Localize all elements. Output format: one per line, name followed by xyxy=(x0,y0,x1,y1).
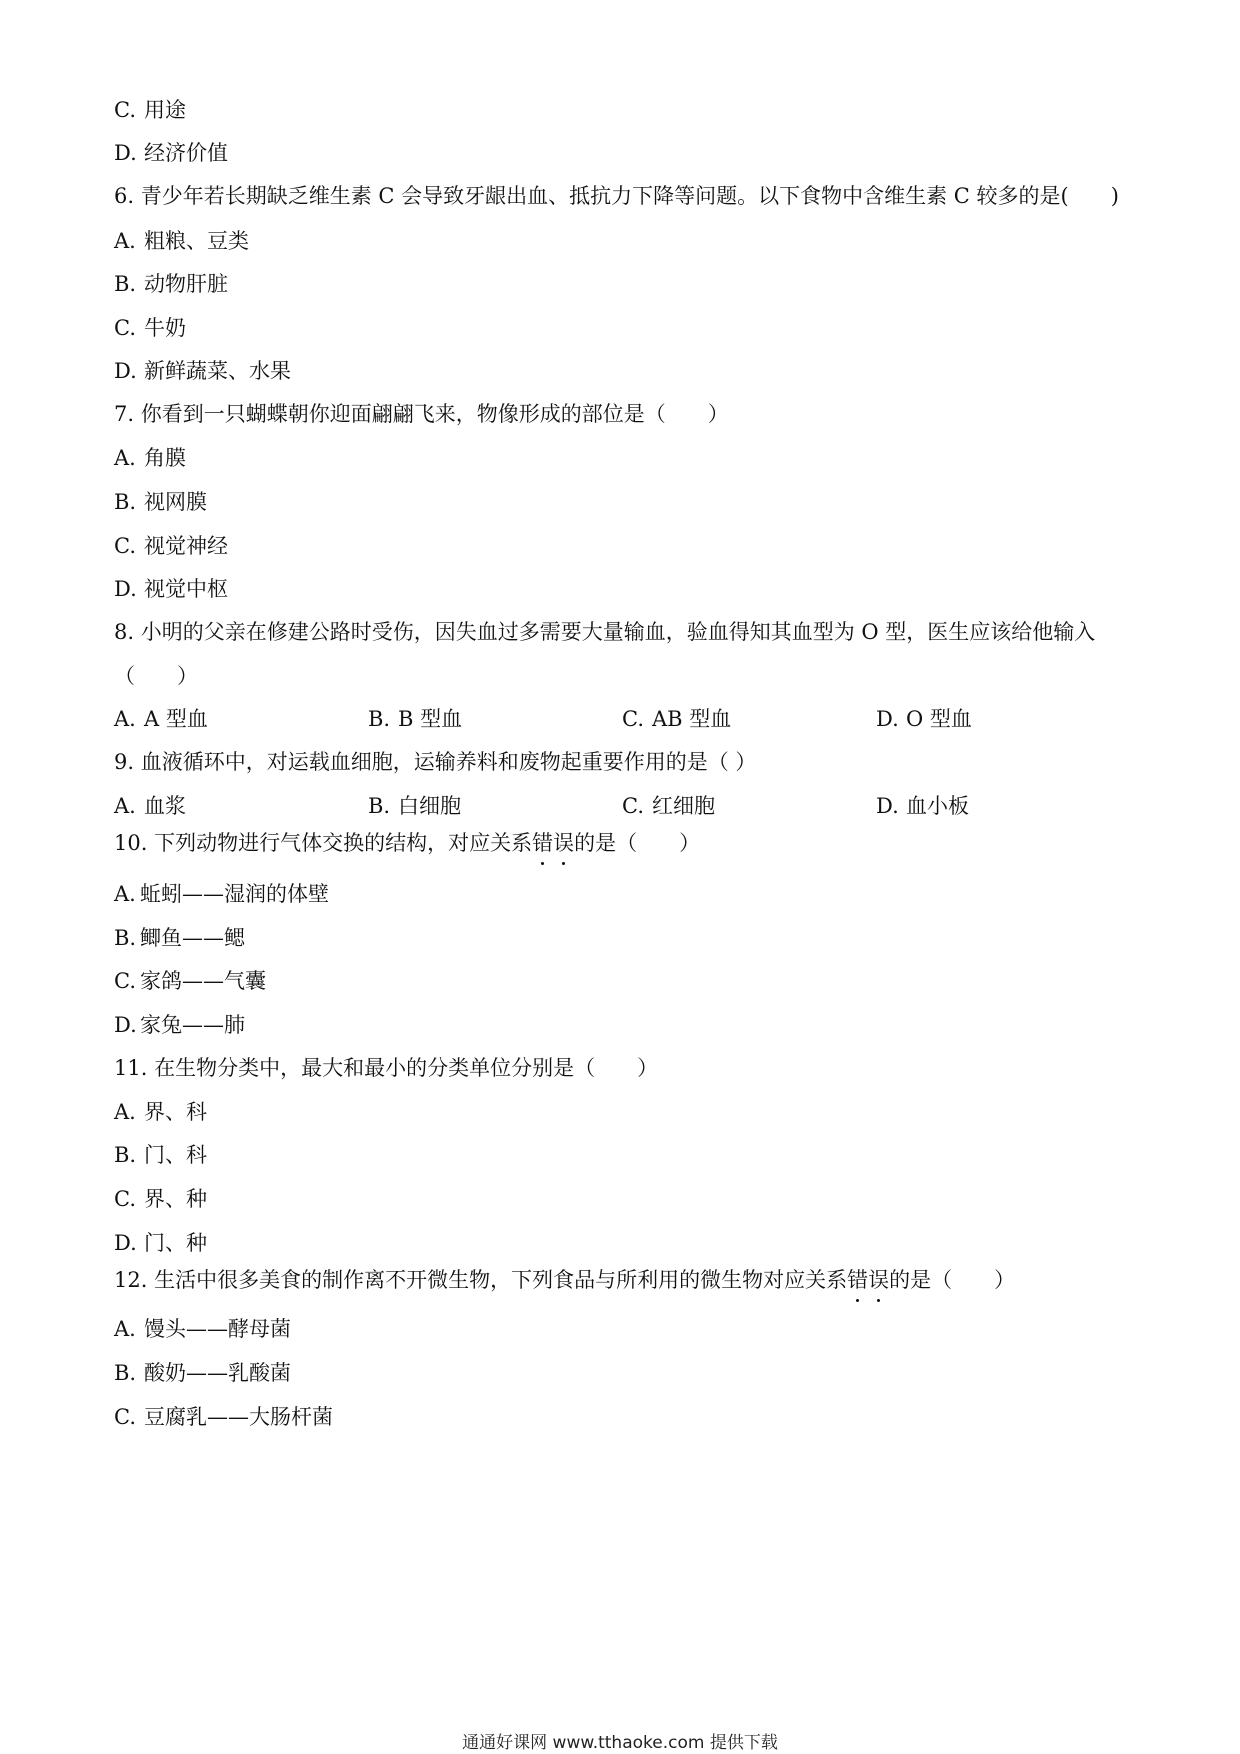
q10-option-c: C. 家鸽——气囊 xyxy=(114,969,266,993)
q9-option-a: A. 血浆 xyxy=(114,794,186,818)
option-line: C. 用途 xyxy=(114,98,186,122)
q10-option-d: D. 家兔——肺 xyxy=(114,1013,245,1037)
emphasis-dot-char: 错 xyxy=(847,1268,869,1292)
q10-option-b: B. 鲫鱼——鳃 xyxy=(114,926,245,950)
q8-option-c: C. AB 型血 xyxy=(622,707,732,731)
emphasis-dot-char: 误 xyxy=(868,1268,890,1292)
q12-option-a: A. 馒头——酵母菌 xyxy=(114,1317,291,1341)
question-9-stem: 9. 血液循环中，对运载血细胞，运输养料和废物起重要作用的是（ ） xyxy=(114,750,757,774)
q7-option-d: D. 视觉中枢 xyxy=(114,577,228,601)
question-8-stem-continued: （ ） xyxy=(114,664,198,688)
option-line: D. 经济价值 xyxy=(114,141,228,165)
question-11-stem: 11. 在生物分类中，最大和最小的分类单位分别是（ ） xyxy=(114,1056,659,1080)
question-6-stem: 6. 青少年若长期缺乏维生素 C 会导致牙龈出血、抵抗力下降等问题。以下食物中含维生素 C 较多的是( ) xyxy=(114,184,1119,208)
q7-option-a: A. 角膜 xyxy=(114,446,186,470)
question-10-stem: 10. 下列动物进行气体交换的结构，对应关系错误的是（ ） xyxy=(114,831,701,855)
emphasis-dot-char: 误 xyxy=(553,831,575,855)
q11-option-a: A. 界、科 xyxy=(114,1100,207,1124)
q12-option-b: B. 酸奶——乳酸菌 xyxy=(114,1361,291,1385)
emphasis-dot-char: 错 xyxy=(532,831,554,855)
q11-option-c: C. 界、种 xyxy=(114,1187,207,1211)
question-7-stem: 7. 你看到一只蝴蝶朝你迎面翩翩飞来，物像形成的部位是（ ） xyxy=(114,402,729,426)
q10-option-a: A. 蚯蚓——湿润的体壁 xyxy=(114,882,329,906)
q9-option-b: B. 白细胞 xyxy=(368,794,461,818)
q6-option-b: B. 动物肝脏 xyxy=(114,272,228,296)
q8-option-b: B. B 型血 xyxy=(368,707,463,731)
q11-option-b: B. 门、科 xyxy=(114,1143,207,1167)
q6-option-a: A. 粗粮、豆类 xyxy=(114,229,249,253)
q8-option-a: A. A 型血 xyxy=(114,707,208,731)
q11-option-d: D. 门、种 xyxy=(114,1231,207,1255)
page-footer: 通通好课网 www.tthaoke.com 提供下载 xyxy=(462,1733,778,1753)
question-8-stem: 8. 小明的父亲在修建公路时受伤，因失血过多需要大量输血，验血得知其血型为 O 型，医生应该给他输入 xyxy=(114,620,1096,644)
q6-option-c: C. 牛奶 xyxy=(114,316,186,340)
q7-option-b: B. 视网膜 xyxy=(114,490,207,514)
q9-option-c: C. 红细胞 xyxy=(622,794,715,818)
question-12-stem: 12. 生活中很多美食的制作离不开微生物，下列食品与所利用的微生物对应关系错误的是（ ） xyxy=(114,1268,1016,1292)
q8-option-d: D. O 型血 xyxy=(876,707,972,731)
q12-option-c: C. 豆腐乳——大肠杆菌 xyxy=(114,1405,333,1429)
q7-option-c: C. 视觉神经 xyxy=(114,534,228,558)
q6-option-d: D. 新鲜蔬菜、水果 xyxy=(114,359,291,383)
q9-option-d: D. 血小板 xyxy=(876,794,969,818)
